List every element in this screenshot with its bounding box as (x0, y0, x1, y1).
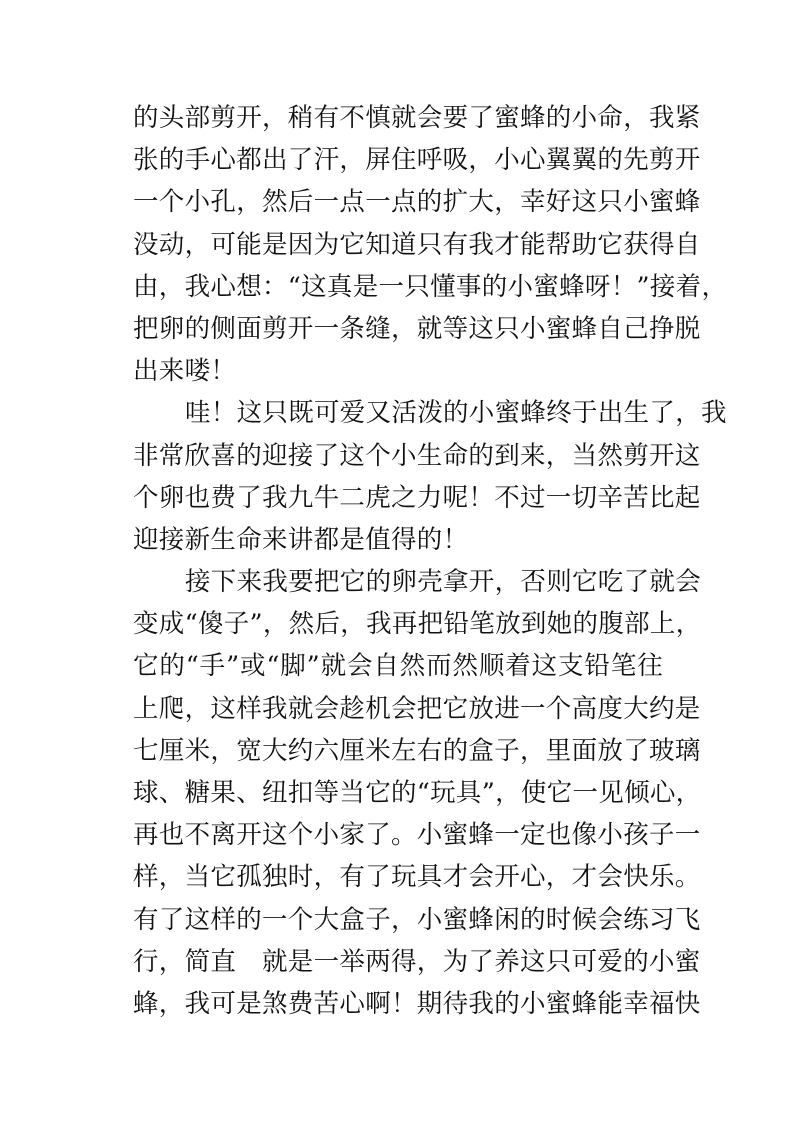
text-line: 出来喽！ (133, 356, 237, 387)
text-line: 张的手心都出了汗，屏住呼吸，小心翼翼的先剪开 (133, 145, 701, 176)
text-line: 球、糖果、纽扣等当它的“玩具”，使它一见倾心， (133, 778, 702, 808)
text-line: 再也不离开这个小家了。小蜜蜂一定也像小孩子一 (133, 820, 701, 851)
text-line: 蜂，我可是煞费苦心啊！期待我的小蜜蜂能幸福快 (133, 988, 701, 1019)
text-line: 个卵也费了我九牛二虎之力呢！不过一切辛苦比起 (133, 482, 701, 513)
text-line: 它的“手”或“脚”就会自然而然顺着这支铅笔往 (133, 651, 663, 682)
text-line: 一个小孔，然后一点一点的扩大，幸好这只小蜜蜂 (133, 187, 701, 218)
text-line: 样，当它孤独时，有了玩具才会开心，才会快乐。 (133, 862, 701, 893)
text-line: 有了这样的一个大盒子，小蜜蜂闲的时候会练习飞 (133, 904, 701, 935)
text-line: 没动，可能是因为它知道只有我才能帮助它获得自 (133, 229, 701, 260)
text-line: 非常欣喜的迎接了这个小生命的到来，当然剪开这 (133, 440, 701, 471)
text-line: 变成“傻子”，然后，我再把铅笔放到她的腹部上， (133, 609, 702, 640)
body-text (133, 97, 728, 1025)
text-line: 把卵的侧面剪开一条缝，就等这只小蜜蜂自己挣脱 (133, 313, 701, 344)
text-line: 七厘米，宽大约六厘米左右的盒子，里面放了玻璃 (133, 735, 701, 766)
text-line: 行，简直 就是一举两得，为了养这只可爱的小蜜 (133, 946, 701, 977)
paragraph-start-line: 接下来我要把它的卵壳拿开，否则它吃了就会 (185, 567, 702, 598)
text-line: 迎接新生命来讲都是值得的！ (133, 524, 469, 555)
text-line: 由，我心想：“这真是一只懂事的小蜜蜂呀！”接着， (133, 271, 728, 302)
paragraph-start-line: 哇！这只既可爱又活泼的小蜜蜂终于出生了，我 (185, 398, 727, 429)
text-line: 的头部剪开，稍有不慎就会要了蜜蜂的小命，我紧 (133, 103, 701, 133)
text-line: 上爬，这样我就会趁机会把它放进一个高度大约是 (133, 693, 701, 724)
